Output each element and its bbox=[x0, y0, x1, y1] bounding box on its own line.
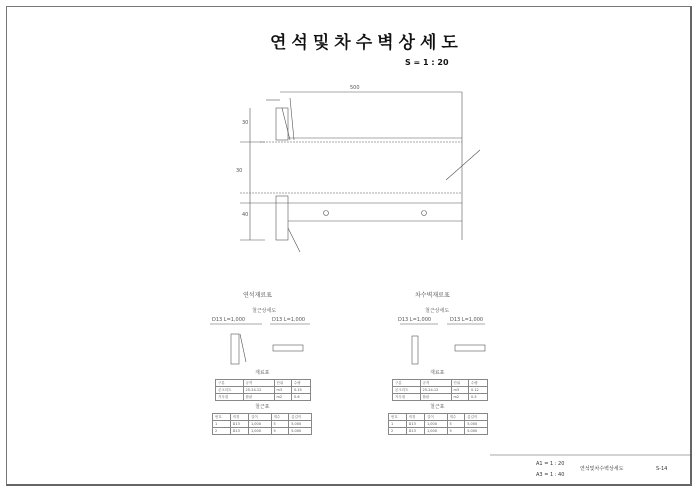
table-cell: D13 bbox=[406, 421, 424, 428]
table-cell: 직경 bbox=[230, 414, 248, 421]
table-cell: D13 bbox=[230, 428, 248, 435]
table-cell: 5 bbox=[447, 421, 465, 428]
table-cell: 1 bbox=[213, 421, 231, 428]
table-cell: m2 bbox=[274, 394, 291, 401]
table-cell: 개수 bbox=[447, 414, 465, 421]
table-cell: 5 bbox=[271, 421, 289, 428]
left-table2-title: 철근표 bbox=[255, 404, 270, 410]
right-material-table bbox=[392, 379, 488, 401]
table-cell: 규격 bbox=[420, 380, 451, 387]
table-cell: 구분 bbox=[216, 380, 244, 387]
table-cell: 수량 bbox=[468, 380, 487, 387]
table-cell: m2 bbox=[451, 394, 468, 401]
table-cell: 5 bbox=[447, 428, 465, 435]
table-cell: 길이 bbox=[248, 414, 271, 421]
table-cell: 1,000 bbox=[424, 421, 447, 428]
table-cell: 직경 bbox=[406, 414, 424, 421]
table-cell: 0.15 bbox=[291, 387, 310, 394]
right-table2-title: 철근표 bbox=[430, 404, 445, 410]
table-cell: 2 bbox=[389, 428, 407, 435]
right-rebar-title: 철근상세도 bbox=[425, 308, 450, 314]
table-cell: 콘크리트 bbox=[216, 387, 244, 394]
table-cell: 2 bbox=[213, 428, 231, 435]
left-rebar-title: 철근상세도 bbox=[252, 308, 277, 314]
table-cell: 번호 bbox=[389, 414, 407, 421]
drawing-scale: S = 1 : 20 bbox=[405, 58, 449, 67]
right-rebar-label-2: D13 L=1,000 bbox=[450, 317, 484, 323]
table-cell: 수량 bbox=[291, 380, 310, 387]
table-cell: 구분 bbox=[393, 380, 421, 387]
table-cell: 합판 bbox=[420, 394, 451, 401]
right-table1-title: 재료표 bbox=[430, 370, 445, 376]
left-material-table bbox=[215, 379, 311, 401]
table-cell: 1 bbox=[389, 421, 407, 428]
top-dimension: 500 bbox=[350, 85, 360, 91]
title-block-name: 연석및차수벽상세도 bbox=[580, 466, 624, 472]
table-cell: 거푸집 bbox=[216, 394, 244, 401]
title-block-scale-a3: A3 = 1 : 40 bbox=[536, 472, 565, 478]
title-block-sheet: S-14 bbox=[656, 466, 668, 472]
table-cell: D13 bbox=[230, 421, 248, 428]
right-rebar-label-1: D13 L=1,000 bbox=[398, 317, 432, 323]
table-cell: 콘크리트 bbox=[393, 387, 421, 394]
left-dimension-b: 30 bbox=[236, 168, 243, 174]
left-table1-title: 재료표 bbox=[255, 370, 270, 376]
table-cell: m3 bbox=[451, 387, 468, 394]
left-rebar-table bbox=[212, 413, 312, 435]
table-cell: 1,000 bbox=[424, 428, 447, 435]
left-dimension-a: 30 bbox=[242, 120, 249, 126]
table-cell: 개수 bbox=[271, 414, 289, 421]
table-cell: D13 bbox=[406, 428, 424, 435]
right-rebar-table bbox=[388, 413, 488, 435]
table-cell: 합판 bbox=[243, 394, 274, 401]
left-rebar-label-1: D13 L=1,000 bbox=[212, 317, 246, 323]
table-cell: 25-24-12 bbox=[420, 387, 451, 394]
left-rebar-label-2: D13 L=1,000 bbox=[272, 317, 306, 323]
table-cell: 5.000 bbox=[465, 421, 488, 428]
title-block-scale-a1: A1 = 1 : 20 bbox=[536, 461, 565, 467]
table-cell: 총길이 bbox=[289, 414, 312, 421]
table-cell: 1,000 bbox=[248, 421, 271, 428]
left-panel-heading: 연석재료표 bbox=[243, 292, 272, 299]
table-cell: 5.000 bbox=[289, 428, 312, 435]
table-cell: 0.5 bbox=[468, 394, 487, 401]
table-cell: 5.000 bbox=[465, 428, 488, 435]
table-cell: 0.12 bbox=[468, 387, 487, 394]
table-cell: 번호 bbox=[213, 414, 231, 421]
table-cell: 0.6 bbox=[291, 394, 310, 401]
right-panel-heading: 차수벽재료표 bbox=[415, 292, 450, 299]
table-cell: 거푸집 bbox=[393, 394, 421, 401]
table-cell: 길이 bbox=[424, 414, 447, 421]
drawing-title: 연석및차수벽상세도 bbox=[270, 33, 463, 53]
table-cell: 규격 bbox=[243, 380, 274, 387]
table-cell: 총길이 bbox=[465, 414, 488, 421]
table-cell: 5 bbox=[271, 428, 289, 435]
table-cell: 단위 bbox=[451, 380, 468, 387]
table-cell: 단위 bbox=[274, 380, 291, 387]
table-cell: 25-24-12 bbox=[243, 387, 274, 394]
table-cell: 1,000 bbox=[248, 428, 271, 435]
left-dimension-c: 40 bbox=[242, 212, 249, 218]
table-cell: 5.000 bbox=[289, 421, 312, 428]
table-cell: m3 bbox=[274, 387, 291, 394]
